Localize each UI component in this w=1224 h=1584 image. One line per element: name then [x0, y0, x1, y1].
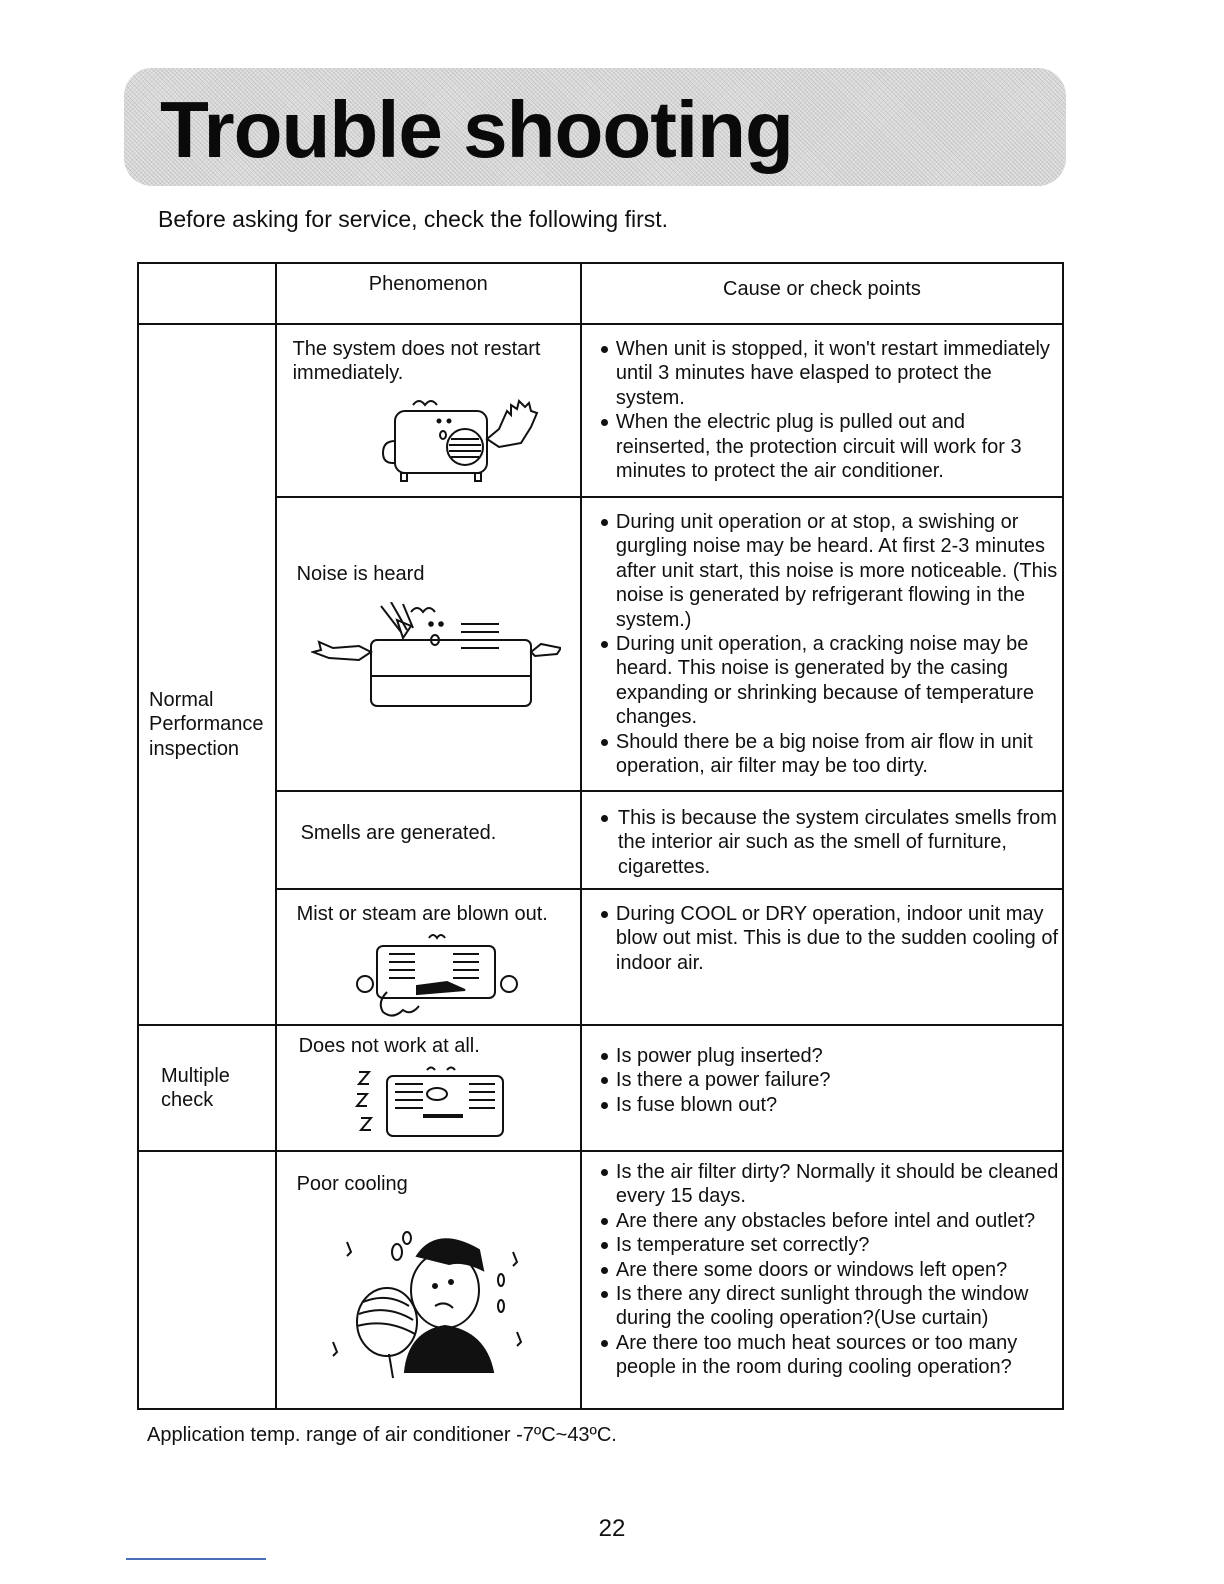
cause-item: Is there any direct sunlight through the window during the cooling operation?(Use curtain): [582, 1282, 1062, 1331]
cause-item: During COOL or DRY operation, indoor unit may blow out mist. This is due to the sudden cooling of indoor air.: [582, 902, 1062, 975]
cause-cell: [581, 889, 1063, 1025]
cause-item: During unit operation or at stop, a swishing or gurgling noise may be heard. At first 2-3 minutes after unit start, this noise is more noticeable. (This noise is generated by refrigerant flowing in the system.): [582, 510, 1062, 632]
phenomenon-cell: [276, 889, 581, 1025]
cause-list: [582, 1160, 1062, 1380]
phenomenon-text: Noise is heard: [296, 563, 425, 585]
cause-item: Are there too much heat sources or too many people in the room during cooling operation?: [582, 1331, 1062, 1380]
cause-item: This is because the system circulates smells from the interior air such as the smell of furniture, cigarettes.: [582, 806, 1062, 879]
person-hot-fan-icon: [327, 1222, 537, 1382]
table-row: [138, 497, 1063, 791]
phenomenon-text: Does not work at all.: [298, 1035, 480, 1057]
header-phenomenon: Phenomenon: [276, 263, 581, 324]
cause-item: Is there a power failure?: [582, 1068, 1062, 1092]
cause-item: When the electric plug is pulled out and reinserted, the protection circuit will work for 3 minutes to protect the air conditioner.: [582, 410, 1062, 483]
category-label: Performance: [149, 713, 264, 736]
phenomenon-text: Mist or steam are blown out.: [296, 903, 548, 925]
category-empty: [138, 1151, 276, 1409]
cause-cell: [581, 1025, 1063, 1151]
table-row: [138, 1025, 1063, 1151]
phenomenon-cell: [276, 324, 581, 497]
cause-cell: [581, 791, 1063, 889]
phenomenon-cell: [276, 791, 581, 889]
cause-list: [582, 1044, 1062, 1117]
cause-cell: [581, 324, 1063, 497]
header-cause: Cause or check points: [581, 263, 1063, 324]
cause-item: During unit operation, a cracking noise may be heard. This noise is generated by the casing expanding or shrinking because of temperature changes.: [582, 632, 1062, 730]
phenomenon-text: Smells are generated.: [300, 822, 497, 844]
unit-mist-icon: [347, 932, 527, 1020]
cause-list: [582, 337, 1062, 483]
unit-noise-icon: [311, 602, 561, 712]
intro-text: Before asking for service, check the following first.: [158, 206, 669, 232]
scan-edge-line: [126, 1558, 266, 1560]
table-row: [138, 791, 1063, 889]
phenomenon-cell: [276, 1151, 581, 1409]
category-label: Normal: [149, 688, 214, 711]
category-label: inspection: [149, 737, 240, 760]
table-header-row: [138, 263, 1063, 324]
cause-item: Is fuse blown out?: [582, 1093, 1062, 1117]
unit-waving-hand-icon: [377, 391, 547, 491]
unit-sleeping-icon: [353, 1064, 513, 1144]
phenomenon-text: Poor cooling: [296, 1173, 408, 1195]
footnote-temp-range: Application temp. range of air conditioner -7ºC~43ºC.: [147, 1424, 617, 1446]
cause-list: [582, 902, 1062, 975]
table-row: [138, 324, 1063, 497]
troubleshooting-table: [137, 262, 1064, 1410]
cause-item: When unit is stopped, it won't restart immediately until 3 minutes have elasped to protect the system.: [582, 337, 1062, 410]
cause-item: Is power plug inserted?: [582, 1044, 1062, 1068]
cause-item: Are there any obstacles before intel and outlet?: [582, 1209, 1062, 1233]
header-category: [138, 263, 276, 324]
cause-list: [582, 806, 1062, 879]
category-normal-performance: [138, 324, 276, 1025]
phenomenon-cell: [276, 497, 581, 791]
cause-item: Are there some doors or windows left open?: [582, 1258, 1062, 1282]
cause-cell: [581, 1151, 1063, 1409]
cause-item: Should there be a big noise from air flow in unit operation, air filter may be too dirty.: [582, 730, 1062, 779]
category-multiple-check: [138, 1025, 276, 1151]
cause-item: Is the air filter dirty? Normally it should be cleaned every 15 days.: [582, 1160, 1062, 1209]
table-row: [138, 889, 1063, 1025]
phenomenon-text: The system does not restart immediately.: [292, 338, 541, 385]
cause-list: [582, 510, 1062, 778]
cause-cell: [581, 497, 1063, 791]
page-number: 22: [598, 1515, 626, 1542]
page-title: Trouble shooting: [160, 85, 793, 174]
phenomenon-cell: [276, 1025, 581, 1151]
table-row: [138, 1151, 1063, 1409]
cause-item: Is temperature set correctly?: [582, 1233, 1062, 1257]
category-label: Multiple: [161, 1064, 230, 1087]
category-label: check: [161, 1089, 214, 1111]
